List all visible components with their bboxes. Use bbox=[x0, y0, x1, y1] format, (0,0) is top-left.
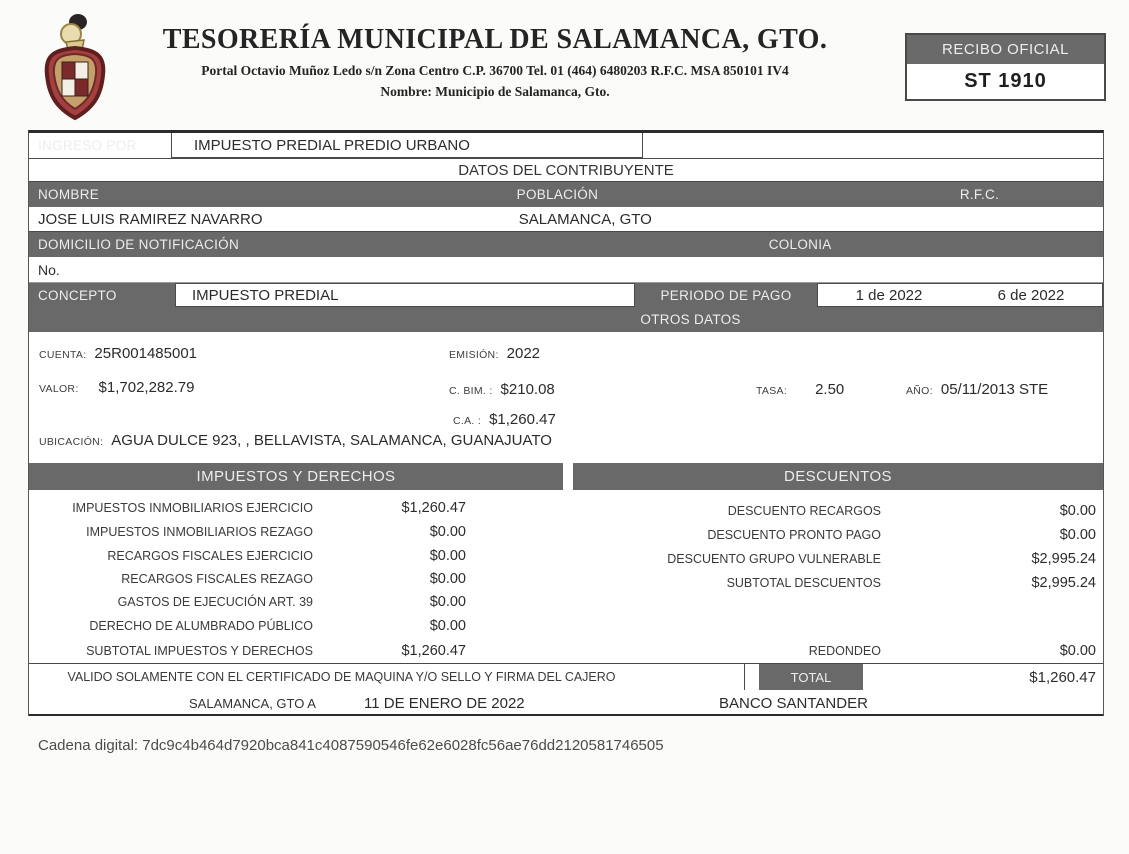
table-row bbox=[469, 551, 1096, 567]
table-row bbox=[29, 643, 469, 659]
item-label: DESCUENTO GRUPO VULNERABLE bbox=[667, 552, 881, 566]
concepto-label: CONCEPTO bbox=[38, 287, 117, 303]
section-gap bbox=[563, 463, 573, 490]
numero-row bbox=[29, 257, 1103, 283]
cuenta-value: 25R001485001 bbox=[94, 345, 198, 362]
receipt-box-label: RECIBO OFICIAL bbox=[907, 35, 1104, 64]
contribuyente-poblacion: SALAMANCA, GTO bbox=[518, 210, 652, 228]
otros-datos-band bbox=[29, 307, 1103, 332]
cuenta-field bbox=[39, 345, 197, 362]
descuentos-section-title: DESCUENTOS bbox=[573, 463, 1103, 490]
domicilio-label: DOMICILIO DE NOTIFICACIÓN bbox=[38, 237, 240, 252]
item-label: DESCUENTO PRONTO PAGO bbox=[707, 528, 881, 542]
item-label: RECARGOS FISCALES REZAGO bbox=[121, 572, 313, 586]
table-row bbox=[29, 618, 469, 634]
table-row bbox=[469, 575, 1096, 591]
date-bank-row bbox=[29, 690, 1103, 716]
emision-value: 2022 bbox=[506, 345, 541, 362]
letterhead bbox=[108, 24, 882, 100]
tasa-value: 2.50 bbox=[815, 381, 845, 398]
cbim-label: C. BIM. : bbox=[449, 385, 493, 397]
poblacion-label: POBLACIÓN bbox=[516, 187, 599, 202]
item-value: $0.00 bbox=[429, 618, 466, 634]
valor-label: VALOR: bbox=[39, 383, 79, 395]
valido-note: VALIDO SOLAMENTE CON EL CERTIFICADO DE MAQUINA Y/O SELLO Y FIRMA DEL CAJERO bbox=[29, 664, 745, 690]
section-title-contribuyente: DATOS DEL CONTRIBUYENTE bbox=[29, 159, 1103, 182]
table-row bbox=[29, 594, 469, 610]
otros-datos-title: OTROS DATOS bbox=[640, 312, 741, 327]
ca-value: $1,260.47 bbox=[489, 411, 556, 428]
ubicacion-label: UBICACIÓN: bbox=[39, 436, 104, 448]
redondeo-value: $0.00 bbox=[1059, 643, 1096, 659]
no-label: No. bbox=[38, 261, 60, 278]
item-value: $0.00 bbox=[1059, 527, 1096, 543]
periodo-hasta: 6 de 2022 bbox=[997, 286, 1065, 304]
cbim-field bbox=[449, 381, 555, 398]
item-value: $0.00 bbox=[429, 571, 466, 587]
ca-label: C.A. : bbox=[453, 415, 482, 427]
contribuyente-header-row bbox=[29, 182, 1103, 207]
concepto-row bbox=[29, 283, 1103, 307]
contribuyente-values-row bbox=[29, 207, 1103, 232]
item-value: $1,260.47 bbox=[401, 500, 466, 516]
item-label: DESCUENTO RECARGOS bbox=[727, 504, 881, 518]
letterhead-address: Portal Octavio Muñoz Ledo s/n Zona Centro C.P. 36700 Tel. 01 (464) 6480203 R.F.C. MSA 850101 IV4 bbox=[201, 63, 789, 78]
table-row bbox=[469, 527, 1096, 543]
item-value: $0.00 bbox=[429, 594, 466, 610]
emision-field bbox=[449, 345, 540, 362]
item-label: SUBTOTAL DESCUENTOS bbox=[726, 576, 881, 590]
table-row bbox=[29, 548, 469, 564]
item-label: IMPUESTOS INMOBILIARIOS EJERCICIO bbox=[72, 501, 313, 515]
cbim-value: $210.08 bbox=[500, 381, 555, 398]
section-header-bands bbox=[29, 463, 1103, 490]
table-row bbox=[29, 571, 469, 587]
table-row bbox=[29, 524, 469, 540]
total-gap bbox=[745, 664, 759, 690]
valor-value: $1,702,282.79 bbox=[98, 379, 195, 396]
item-value: $0.00 bbox=[429, 524, 466, 540]
tasa-field bbox=[756, 381, 844, 398]
cadena-digital: Cadena digital: 7dc9c4b464d7920bca841c4087590546fe62e6028fc56ae76dd2120581746505 bbox=[38, 737, 664, 754]
rfc-label: R.F.C. bbox=[959, 187, 1000, 202]
ano-field bbox=[906, 381, 1048, 398]
cuenta-label: CUENTA: bbox=[39, 349, 87, 361]
receipt-form bbox=[28, 130, 1104, 716]
tasa-label: TASA: bbox=[756, 385, 788, 397]
contribuyente-nombre: JOSE LUIS RAMIREZ NAVARRO bbox=[38, 210, 263, 228]
emision-label: EMISIÓN: bbox=[449, 349, 499, 361]
redondeo-label: REDONDEO bbox=[808, 644, 881, 658]
item-value: $1,260.47 bbox=[401, 643, 466, 659]
banco-value: BANCO SANTANDER bbox=[719, 695, 868, 712]
colonia-label: COLONIA bbox=[768, 237, 832, 252]
domicilio-header-row bbox=[29, 232, 1103, 257]
item-value: $2,995.24 bbox=[1031, 551, 1096, 567]
ubicacion-value: AGUA DULCE 923, , BELLAVISTA, SALAMANCA, GUANAJUATO bbox=[111, 432, 552, 449]
impuestos-section-title: IMPUESTOS Y DERECHOS bbox=[29, 463, 563, 490]
ingreso-filler bbox=[643, 133, 1103, 158]
page-title: TESORERÍA MUNICIPAL DE SALAMANCA, GTO. bbox=[162, 24, 828, 55]
ano-label: AÑO: bbox=[906, 385, 933, 397]
periodo-desde: 1 de 2022 bbox=[855, 286, 923, 304]
total-value: $1,260.47 bbox=[1029, 668, 1096, 686]
fecha-value: 11 DE ENERO DE 2022 bbox=[364, 695, 525, 712]
ingreso-por-value: IMPUESTO PREDIAL PREDIO URBANO bbox=[171, 133, 643, 158]
ca-field bbox=[453, 411, 556, 428]
item-value: $0.00 bbox=[429, 548, 466, 564]
valor-field bbox=[39, 379, 194, 396]
salamanca-coat-of-arms-icon bbox=[38, 10, 112, 122]
nombre-label: NOMBRE bbox=[38, 187, 100, 202]
total-label: TOTAL bbox=[759, 664, 863, 690]
official-receipt-box bbox=[905, 33, 1106, 101]
item-label: IMPUESTOS INMOBILIARIOS REZAGO bbox=[86, 525, 313, 539]
total-row bbox=[29, 663, 1103, 690]
item-label: RECARGOS FISCALES EJERCICIO bbox=[107, 549, 313, 563]
item-label: DERECHO DE ALUMBRADO PÚBLICO bbox=[89, 619, 313, 633]
item-label: GASTOS DE EJECUCIÓN ART. 39 bbox=[117, 595, 313, 609]
item-label: SUBTOTAL IMPUESTOS Y DERECHOS bbox=[86, 644, 313, 658]
item-value: $0.00 bbox=[1059, 503, 1096, 519]
line-items-area bbox=[29, 490, 1103, 663]
redondeo-row bbox=[469, 643, 1096, 659]
receipt-number: ST 1910 bbox=[964, 70, 1047, 92]
concepto-value: IMPUESTO PREDIAL bbox=[175, 283, 635, 307]
ubicacion-field bbox=[39, 432, 552, 449]
item-value: $2,995.24 bbox=[1031, 575, 1096, 591]
ingreso-por-row bbox=[29, 133, 1103, 159]
otros-datos-area bbox=[29, 332, 1103, 463]
periodo-dates-box bbox=[817, 283, 1103, 307]
lugar-label: SALAMANCA, GTO A bbox=[189, 696, 316, 711]
ano-value: 05/11/2013 STE bbox=[940, 381, 1049, 398]
periodo-de-pago-label: PERIODO DE PAGO bbox=[660, 287, 792, 303]
table-row bbox=[29, 500, 469, 516]
letterhead-name: Nombre: Municipio de Salamanca, Gto. bbox=[380, 84, 610, 99]
table-row bbox=[469, 503, 1096, 519]
ingreso-por-label: INGRESO POR bbox=[38, 138, 137, 153]
